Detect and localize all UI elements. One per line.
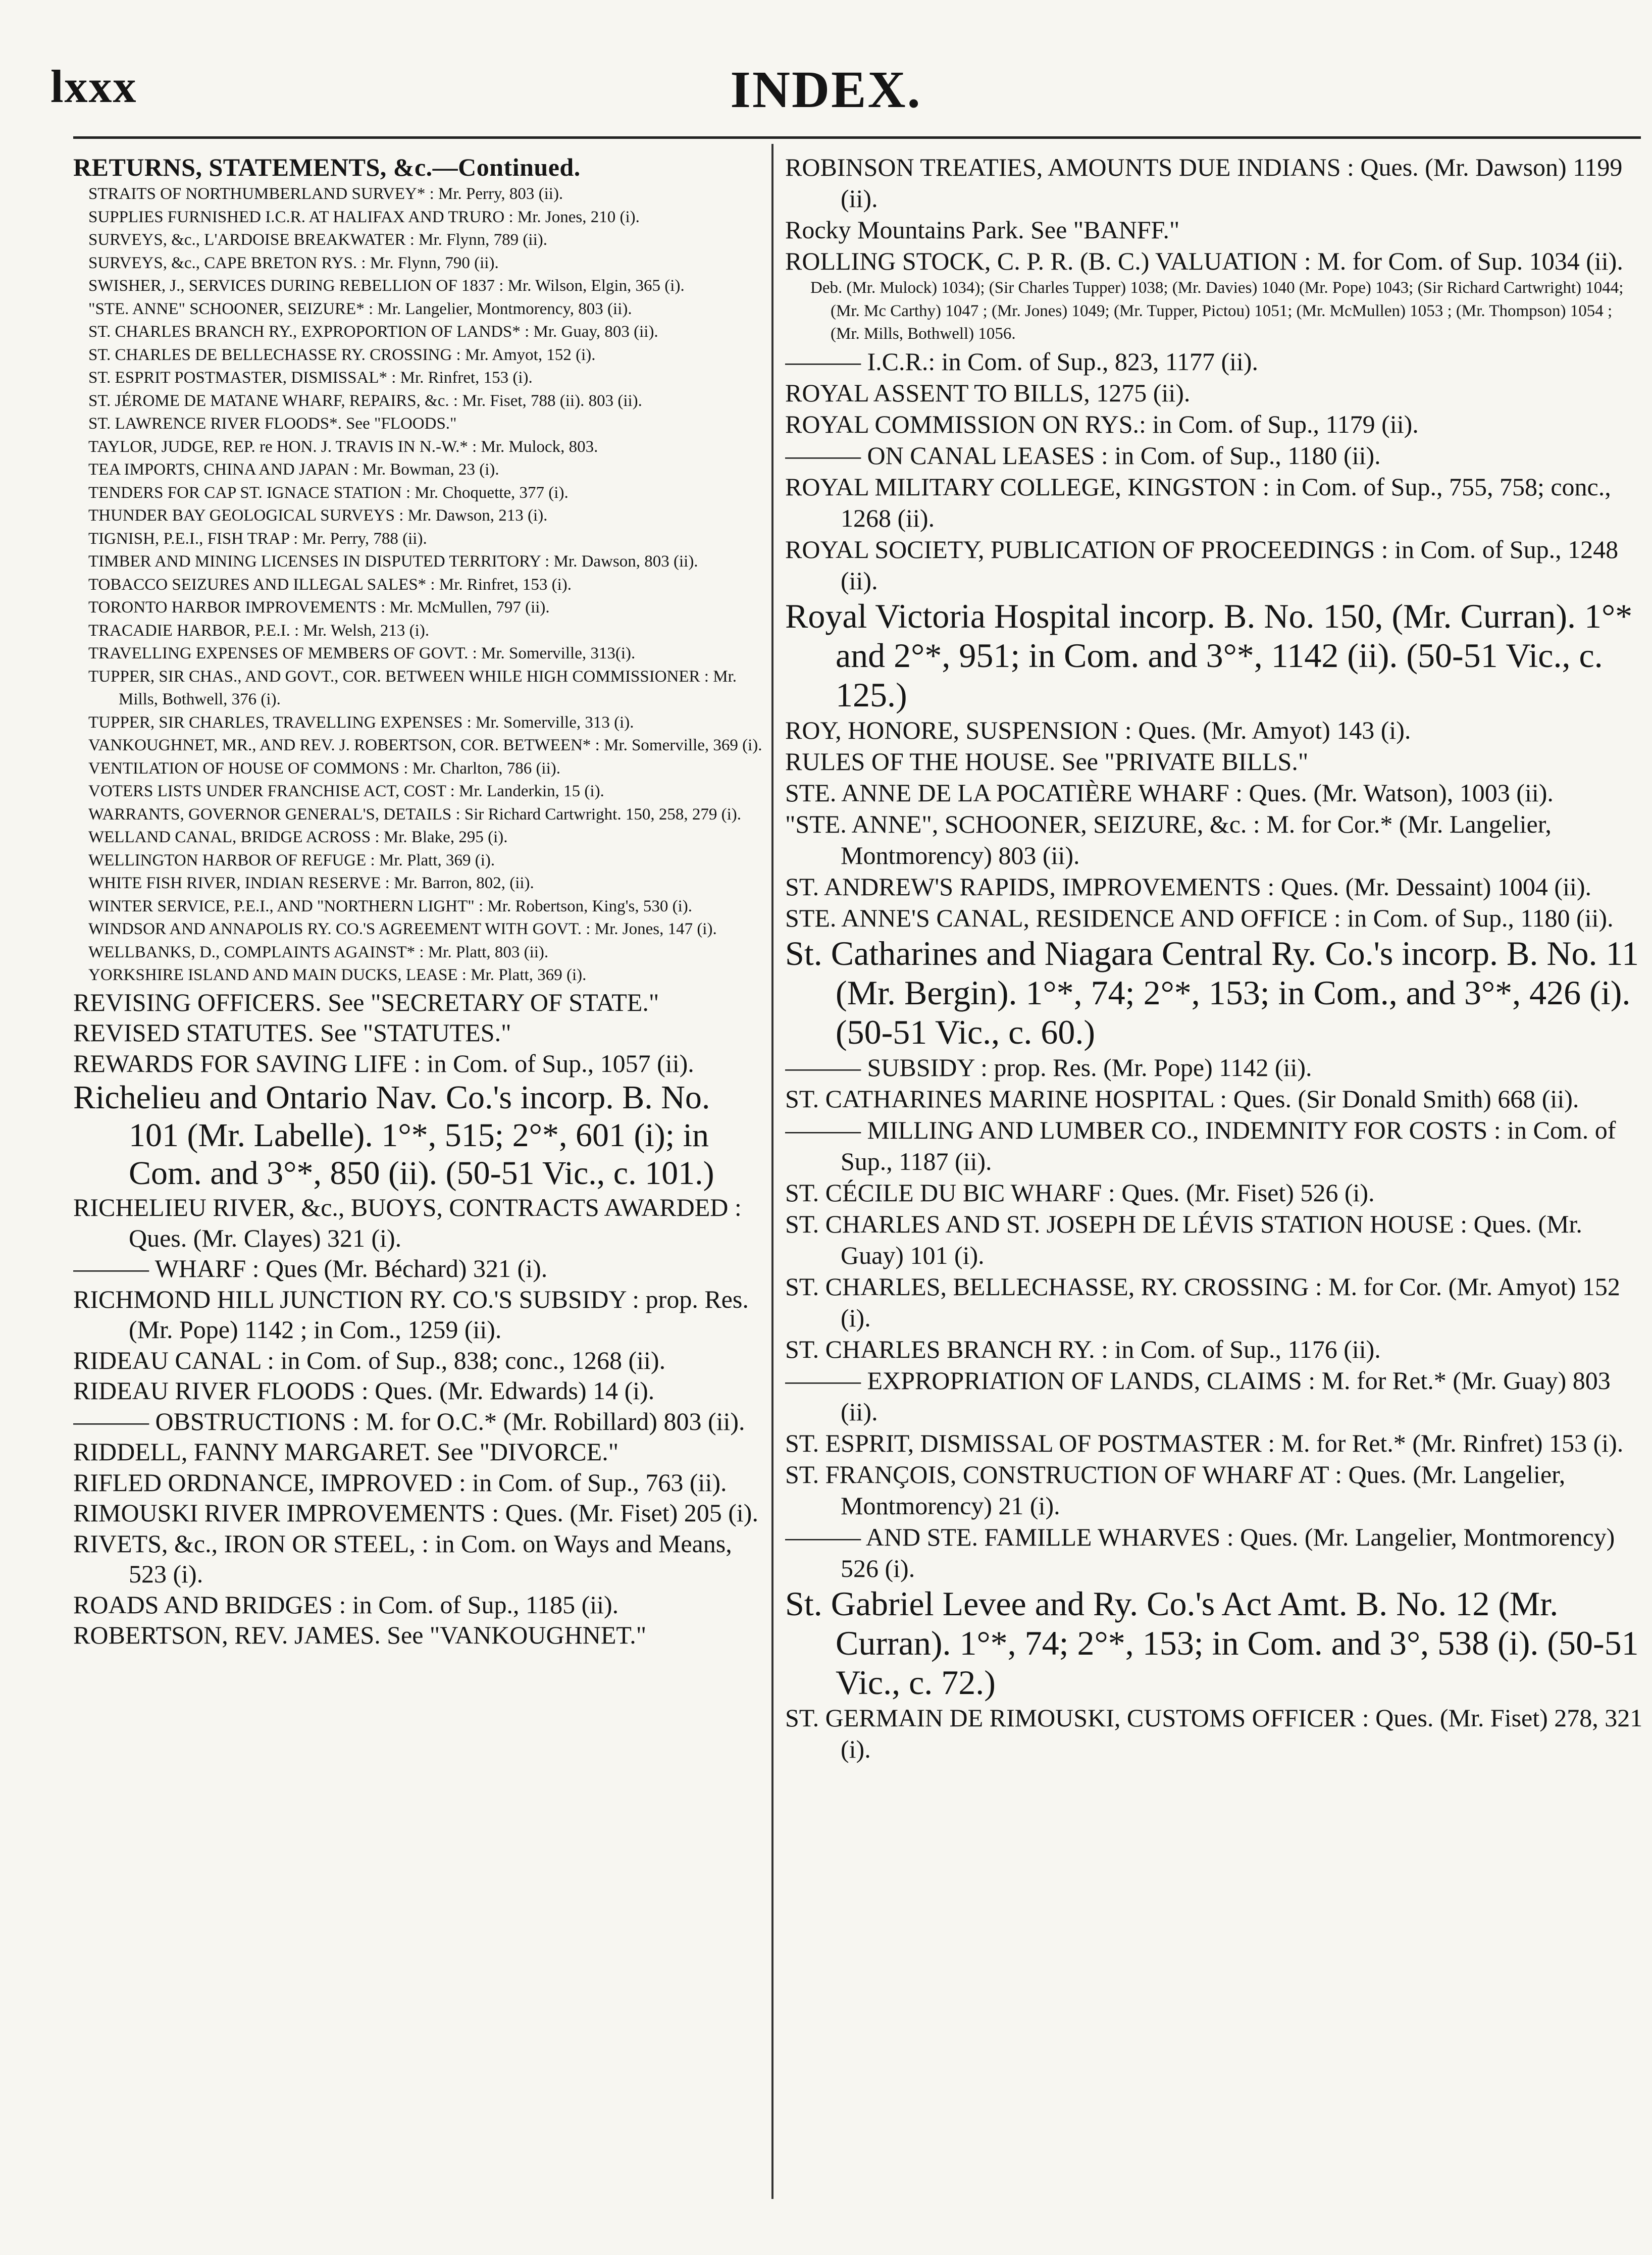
index-entry [73,987,762,1018]
index-entry-text: VENTILATION OF HOUSE OF COMMONS : Mr. Charlton, 786 (ii). [88,759,561,778]
index-entry-text: ST. CHARLES BRANCH RY. : in Com. of Sup., 1176 (ii). [785,1335,1381,1363]
index-entry-text: WELLAND CANAL, BRIDGE ACROSS : Mr. Blake, 295 (i). [88,828,508,846]
index-entry [73,298,762,321]
index-entry-text: TUPPER, SIR CHAS., AND GOVT., COR. BETWEEN WHILE HIGH COMMISSIONER : Mr. Mills, Bothwell, 376 (i). [88,667,737,708]
index-entry [785,1459,1643,1521]
index-entry-text: RIFLED ORDNANCE, IMPROVED : in Com. of Sup., 763 (ii). [73,1468,727,1497]
page-number: lxxx [50,61,137,112]
index-entry [785,746,1643,777]
index-entry [73,275,762,298]
index-entry [785,777,1643,808]
index-entry-text: TEA IMPORTS, CHINA AND JAPAN : Mr. Bowman, 23 (i). [88,460,499,479]
index-entry-text: ST. CHARLES, BELLECHASSE, RY. CROSSING : M. for Cor. (Mr. Amyot) 152 (i). [785,1272,1620,1332]
index-entry-text: ROADS AND BRIDGES : in Com. of Sup., 1185 (ii). [73,1590,619,1619]
index-entry [73,1528,762,1590]
index-entry-text: RIDDELL, FANNY MARGARET. See "DIVORCE." [73,1438,619,1466]
index-entry [73,413,762,436]
index-entry-text: St. Catharines and Niagara Central Ry. Co.'s incorp. B. No. 11 (Mr. Bergin). 1°*, 74; 2°*, 153; in Com., and 3°*, 426 (i). (50-51 Vic., c. 60.) [785,934,1639,1051]
index-entry-text: TOBACCO SEIZURES AND ILLEGAL SALES* : Mr. Rinfret, 153 (i). [88,575,572,594]
index-entry-text: TRAVELLING EXPENSES OF MEMBERS OF GOVT. : Mr. Somerville, 313(i). [88,644,636,662]
index-entry-text: REWARDS FOR SAVING LIFE : in Com. of Sup., 1057 (ii). [73,1049,694,1078]
index-entry [73,941,762,964]
index-entry-text: WELLBANKS, D., COMPLAINTS AGAINST* : Mr. Platt, 803 (ii). [88,943,549,961]
index-entry [73,734,762,757]
index-entry [73,528,762,551]
index-entry-text: TIMBER AND MINING LICENSES IN DISPUTED TERRITORY : Mr. Dawson, 803 (ii). [88,552,698,571]
index-entry-text: RIDEAU RIVER FLOODS : Ques. (Mr. Edwards) 14 (i). [73,1376,655,1405]
index-entry [73,1192,762,1253]
index-entry [785,596,1643,714]
index-entry-text: ROBERTSON, REV. JAMES. See "VANKOUGHNET." [73,1621,647,1649]
index-entry [73,757,762,781]
index-entry-text: WINDSOR AND ANNAPOLIS RY. CO.'S AGREEMENT WITH GOVT. : Mr. Jones, 147 (i). [88,920,717,938]
index-entry-text: ——— I.C.R.: in Com. of Sup., 823, 1177 (ii). [785,347,1259,376]
index-entry-text: ROLLING STOCK, C. P. R. (B. C.) VALUATION : M. for Com. of Sup. 1034 (ii). [785,247,1623,275]
index-entry [785,471,1643,534]
index-entry-text: YORKSHIRE ISLAND AND MAIN DUCKS, LEASE : Mr. Platt, 369 (i). [88,966,587,984]
index-entry [73,1406,762,1437]
index-entry-text: ROYAL COMMISSION ON RYS.: in Com. of Sup., 1179 (ii). [785,409,1419,438]
index-entry [785,440,1643,471]
index-entry-text: REVISED STATUTES. See "STATUTES." [73,1018,511,1047]
index-entry-text: RICHMOND HILL JUNCTION RY. CO.'S SUBSIDY : prop. Res. (Mr. Pope) 1142 ; in Com., 1259 (ii). [73,1285,749,1344]
page-title: INDEX. [730,61,922,119]
index-entry-text: SURVEYS, &c., L'ARDOISE BREAKWATER : Mr. Flynn, 789 (ii). [88,231,547,249]
index-entry-text: RETURNS, STATEMENTS, &c.—Continued. [73,153,581,181]
index-entry-text: STE. ANNE'S CANAL, RESIDENCE AND OFFICE : in Com. of Sup., 1180 (ii). [785,903,1614,932]
index-entry-text: WARRANTS, GOVERNOR GENERAL'S, DETAILS : Sir Richard Cartwright. 150, 258, 279 (i). [88,805,741,824]
index-entry [73,458,762,482]
index-entry [73,183,762,206]
index-entry-text: WHITE FISH RIVER, INDIAN RESERVE : Mr. Barron, 802, (ii). [88,874,534,892]
index-entry-text: ST. CHARLES DE BELLECHASSE RY. CROSSING : Mr. Amyot, 152 (i). [88,345,596,364]
index-entry-text: ROYAL ASSENT TO BILLS, 1275 (ii). [785,378,1191,407]
index-entry [785,1334,1643,1365]
index-entry-text: TIGNISH, P.E.I., FISH TRAP : Mr. Perry, 788 (ii). [88,529,427,548]
index-entry [73,780,762,803]
index-entry-text: Deb. (Mr. Mulock) 1034); (Sir Charles Tupper) 1038; (Mr. Davies) 1040 (Mr. Pope) 1043; (Sir Richard Cartwright) 1044; (Mr. Mc Carthy) 1047 ; (Mr. Jones) 1049; (Mr. Tupper, Pictou) 1051; (Mr. McMullen) 1053 ; (Mr. Thompson) 1054 ; (Mr. Mills, Bothwell) 1056. [810,279,1624,343]
index-entry [73,367,762,390]
index-entry [785,1114,1643,1177]
index-entry-text: ROYAL MILITARY COLLEGE, KINGSTON : in Com. of Sup., 755, 758; conc., 1268 (ii). [785,472,1611,532]
index-entry-text: SUPPLIES FURNISHED I.C.R. AT HALIFAX AND TRURO : Mr. Jones, 210 (i). [88,208,640,226]
index-entry-text: ST. CHARLES AND ST. JOSEPH DE LÉVIS STATION HOUSE : Ques. (Mr. Guay) 101 (i). [785,1209,1582,1269]
index-entry [73,1498,762,1528]
index-entry-text: ——— EXPROPRIATION OF LANDS, CLAIMS : M. for Ret.* (Mr. Guay) 803 (ii). [785,1366,1611,1426]
index-entry [73,1017,762,1048]
index-entry [73,826,762,849]
index-entry-text: RIDEAU CANAL : in Com. of Sup., 838; conc., 1268 (ii). [73,1346,666,1374]
index-entry-text: TAYLOR, JUDGE, REP. re HON. J. TRAVIS IN N.-W.* : Mr. Mulock, 803. [88,437,598,456]
index-entry [785,1177,1643,1208]
index-entry [73,252,762,275]
column-divider [771,144,773,2199]
index-entry [73,206,762,229]
index-entry [73,872,762,895]
index-entry-text: RIMOUSKI RIVER IMPROVEMENTS : Ques. (Mr. Fiset) 205 (i). [73,1499,758,1527]
index-entry [785,871,1643,902]
index-entry-text: St. Gabriel Levee and Ry. Co.'s Act Amt. B. No. 12 (Mr. Curran). 1°*, 74; 2°*, 153; in Com. and 3°, 538 (i). (50-51 Vic., c. 72.) [785,1584,1639,1702]
index-entry-text: ST. CHARLES BRANCH RY., EXPROPORTION OF LANDS* : Mr. Guay, 803 (ii). [88,323,658,341]
index-entry [73,711,762,735]
index-entry [785,1702,1643,1765]
index-entry [73,504,762,528]
index-entry-text: TRACADIE HARBOR, P.E.I. : Mr. Welsh, 213 (i). [88,621,430,640]
index-entry-text: THUNDER BAY GEOLOGICAL SURVEYS : Mr. Dawson, 213 (i). [88,506,548,525]
index-entry [73,964,762,987]
index-entry-text: ST. ESPRIT, DISMISSAL OF POSTMASTER : M. for Ret.* (Mr. Rinfret) 153 (i). [785,1428,1624,1457]
index-entry [73,550,762,574]
index-entry-text: STE. ANNE DE LA POCATIÈRE WHARF : Ques. (Mr. Watson), 1003 (ii). [785,778,1554,807]
index-entry [785,408,1643,440]
index-entry [73,229,762,252]
index-entry-text: ST. CATHARINES MARINE HOSPITAL : Ques. (Sir Donald Smith) 668 (ii). [785,1084,1579,1113]
index-entry [73,642,762,665]
index-entry-text: ROBINSON TREATIES, AMOUNTS DUE INDIANS : Ques. (Mr. Dawson) 1199 (ii). [785,153,1623,213]
index-entry [73,1253,762,1284]
index-entry [73,665,762,711]
index-entry-text: ST. CÉCILE DU BIC WHARF : Ques. (Mr. Fiset) 526 (i). [785,1178,1375,1207]
index-entry-text: ROYAL SOCIETY, PUBLICATION OF PROCEEDINGS : in Com. of Sup., 1248 (ii). [785,535,1619,595]
index-entry-text: VOTERS LISTS UNDER FRANCHISE ACT, COST : Mr. Landerkin, 15 (i). [88,782,604,800]
index-entry-text: RULES OF THE HOUSE. See "PRIVATE BILLS." [785,747,1309,776]
index-entry [785,214,1643,245]
index-entry [785,1521,1643,1584]
index-entry [785,1208,1643,1271]
index-entry-text: ——— AND STE. FAMILLE WHARVES : Ques. (Mr. Langelier, Montmorency) 526 (i). [785,1522,1615,1582]
index-entry [73,482,762,505]
index-entry [73,1590,762,1620]
index-entry [73,321,762,344]
index-entry [785,1052,1643,1083]
index-entry [73,1284,762,1345]
index-entry-text: Royal Victoria Hospital incorp. B. No. 150, (Mr. Curran). 1°* and 2°*, 951; in Com. and 3°*, 1142 (ii). (50-51 Vic., c. 125.) [785,596,1633,714]
index-entry-text: ——— OBSTRUCTIONS : M. for O.C.* (Mr. Robillard) 803 (ii). [73,1407,745,1436]
index-entry-text: SURVEYS, &c., CAPE BRETON RYS. : Mr. Flynn, 790 (ii). [88,253,499,272]
index-entry-text: ST. FRANÇOIS, CONSTRUCTION OF WHARF AT : Ques. (Mr. Langelier, Montmorency) 21 (i). [785,1460,1566,1520]
index-entry [73,849,762,873]
index-entry [73,1620,762,1651]
index-entry-text: SWISHER, J., SERVICES DURING REBELLION OF 1837 : Mr. Wilson, Elgin, 365 (i). [88,277,685,295]
index-entry-text: ST. ANDREW'S RAPIDS, IMPROVEMENTS : Ques. (Mr. Dessaint) 1004 (ii). [785,872,1591,901]
index-entry [785,808,1643,871]
index-entry [73,1345,762,1376]
index-entry [785,1271,1643,1334]
index-entry-text: WINTER SERVICE, P.E.I., AND "NORTHERN LIGHT" : Mr. Robertson, King's, 530 (i). [88,897,693,915]
index-entry [73,895,762,918]
index-entry-text: RICHELIEU RIVER, &c., BUOYS, CONTRACTS AWARDED : Ques. (Mr. Clayes) 321 (i). [73,1193,742,1252]
index-entry [73,918,762,941]
index-entry-text: ——— SUBSIDY : prop. Res. (Mr. Pope) 1142 (ii). [785,1053,1312,1082]
index-entry [785,277,1643,346]
index-entry [73,151,762,183]
index-entry [785,934,1643,1052]
index-entry-text: ——— MILLING AND LUMBER CO., INDEMNITY FOR COSTS : in Com. of Sup., 1187 (ii). [785,1115,1616,1175]
index-entry [73,1437,762,1467]
index-entry [73,596,762,620]
index-entry-text: ROY, HONORE, SUSPENSION : Ques. (Mr. Amyot) 143 (i). [785,715,1411,744]
index-entry-text: STRAITS OF NORTHUMBERLAND SURVEY* : Mr. Perry, 803 (ii). [88,185,563,203]
index-entry-text: WELLINGTON HARBOR OF REFUGE : Mr. Platt, 369 (i). [88,851,495,869]
index-entry [785,377,1643,408]
index-entry [785,714,1643,746]
index-entry-text: Rocky Mountains Park. See "BANFF." [785,216,1180,244]
index-entry [785,151,1643,214]
index-entry [785,534,1643,596]
index-entry [73,1048,762,1079]
index-entry [785,1427,1643,1459]
index-entry [73,1079,762,1192]
index-entry [73,436,762,459]
index-entry [785,1083,1643,1114]
index-entry-text: TENDERS FOR CAP ST. IGNACE STATION : Mr. Choquette, 377 (i). [88,483,569,502]
index-entry-text: ——— WHARF : Ques (Mr. Béchard) 321 (i). [73,1254,548,1283]
index-entry-text: ST. LAWRENCE RIVER FLOODS*. See "FLOODS." [88,415,457,433]
index-entry-text: ——— ON CANAL LEASES : in Com. of Sup., 1180 (ii). [785,441,1381,470]
index-entry-text: RIVETS, &c., IRON OR STEEL, : in Com. on Ways and Means, 523 (i). [73,1529,732,1588]
index-entry-text: VANKOUGHNET, MR., AND REV. J. ROBERTSON, COR. BETWEEN* : Mr. Somerville, 369 (i). [88,736,762,754]
index-entry [785,346,1643,377]
index-entry [73,574,762,597]
index-entry [73,620,762,643]
index-entry-text: Richelieu and Ontario Nav. Co.'s incorp. B. No. 101 (Mr. Labelle). 1°*, 515; 2°*, 601 (i); in Com. and 3°*, 850 (ii). (50-51 Vic., c. 101.) [73,1079,714,1192]
index-entry-text: "STE. ANNE" SCHOONER, SEIZURE* : Mr. Langelier, Montmorency, 803 (ii). [88,299,632,318]
index-entry [785,245,1643,277]
index-entry-text: ST. JÉROME DE MATANE WHARF, REPAIRS, &c. : Mr. Fiset, 788 (ii). 803 (ii). [88,391,642,410]
index-entry-text: ST. ESPRIT POSTMASTER, DISMISSAL* : Mr. Rinfret, 153 (i). [88,369,533,387]
index-entry-text: REVISING OFFICERS. See "SECRETARY OF STATE." [73,988,659,1016]
index-entry [73,344,762,367]
index-entry [785,1584,1643,1702]
index-entry-text: "STE. ANNE", SCHOONER, SEIZURE, &c. : M. for Cor.* (Mr. Langelier, Montmorency) 803 (ii). [785,809,1552,869]
right-column [785,151,1643,2217]
index-entry-text: ST. GERMAIN DE RIMOUSKI, CUSTOMS OFFICER : Ques. (Mr. Fiset) 278, 321 (i). [785,1703,1643,1763]
index-entry-text: TUPPER, SIR CHARLES, TRAVELLING EXPENSES : Mr. Somerville, 313 (i). [88,713,634,732]
index-entry [73,1375,762,1406]
index-entry [785,902,1643,934]
index-entry [73,803,762,827]
left-column [73,151,762,2217]
index-entry [73,390,762,413]
index-entry [785,1365,1643,1427]
index-entry [73,1467,762,1498]
index-entry-text: TORONTO HARBOR IMPROVEMENTS : Mr. McMullen, 797 (ii). [88,598,550,617]
header-rule [73,136,1641,139]
